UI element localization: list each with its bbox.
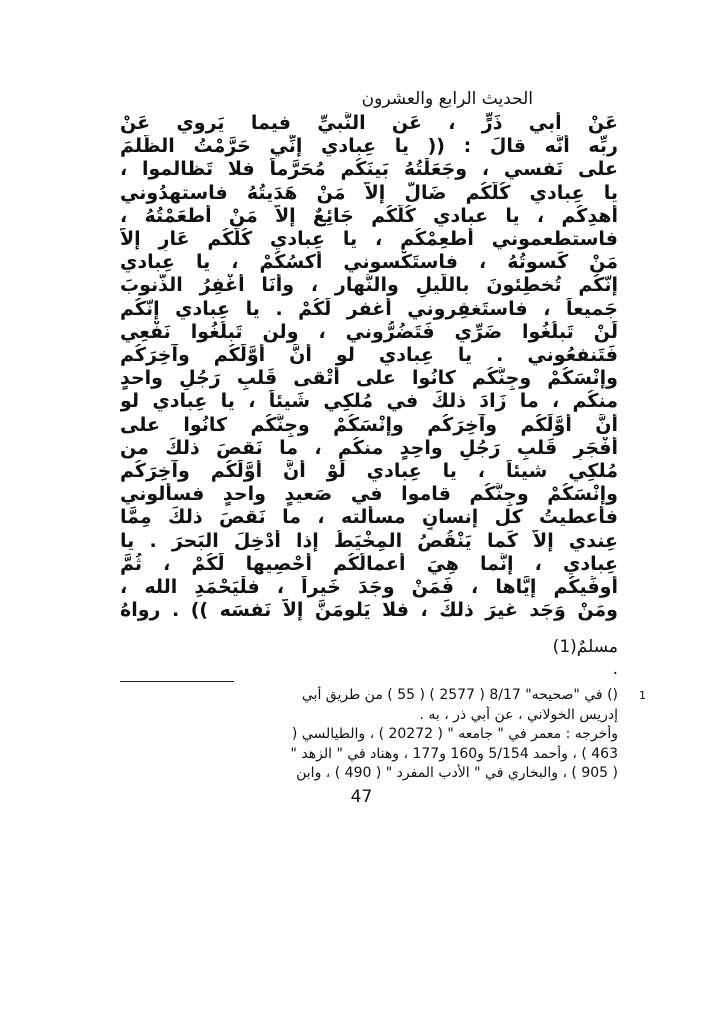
body-line: عِندي إلاَّ كَما يَنْقُصُ المِخْيَطُ إذا أُدْخِلَ البَحرَ . يا <box>120 529 618 552</box>
body-line: أوفِّيكُم إيَّاها ، فَمَنْ وجَدَ خَيراً ، فلْيَحْمَدِ الله ، <box>120 576 618 599</box>
body-line: فَتَنفعُوني . يا عِبادي لو أنَّ أوَّلَكُم وآخِرَكُم <box>120 344 618 367</box>
narration-source <box>120 636 618 680</box>
body-line: أنَّ أوَّلَكُم وآخِرَكُم وإنْسَكُمْ وجِنَّكُم كانُوا على <box>120 413 618 436</box>
body-line: وإنْسَكُمْ وجِنَّكُم قاموا في صَعيدٍ واحدٍ فسألوني <box>120 483 618 506</box>
hadith-body <box>120 112 618 622</box>
footnote-line: () في "صحيحه" 8/17 ( 2577 ) ( 55 ) من طريق أبي <box>301 687 618 703</box>
body-line: فاستطعموني أُطعِمْكُم ، يا عِبادي كُلُّكُم عَارٍ إلاَّ <box>120 228 618 251</box>
body-line: على نَفسي ، وجَعَلْتُهُ بَينَكُم مُحَرَّماً فلا تَظالموا ، <box>120 158 618 181</box>
body-line: يا عِبادي كُلُّكُم ضَالٌّ إلاَّ مَنْ هَدَيتُهُ فاستهدُوني <box>120 181 618 204</box>
footnote-line: إدريس الخولاني ، عن أبي ذر ، به . <box>419 706 618 723</box>
footnote-number: 1 <box>639 689 646 702</box>
body-line: أهدِكُم ، يا عبادي كُلُّكُم جَائِعٌ إلاَّ مَنْ أطعَمْتُهُ ، <box>120 204 618 227</box>
body-line: عَنْ أبي ذَرٍّ ، عَن النَّبيِّ فيما يَروي عَنْ <box>120 112 618 134</box>
source-line: . <box>612 659 618 679</box>
body-line: لَنْ تَبلُغُوا ضَرِّي فَتَضُرُّوني ، ولن تَبلُغُوا نَفْعِي <box>120 320 618 343</box>
body-line: منكُم ، ما زَادَ ذلكَ في مُلكِي شَيئاً ، يا عِبادي لو <box>120 390 618 413</box>
footnote-block <box>120 686 646 784</box>
footnote-line: 463 ) ، وأحمد 5/154 و160 و177 ، وهناد في " الزهد " <box>290 745 618 762</box>
body-line: مُلكِي شيئاً ، يا عِبادي لَوْ أنَّ أوَّلَكُم وآخِرَكُم <box>120 460 618 483</box>
body-line: مَنْ كَسوتُهُ ، فاستَكْسوني أكسُكُمْ ، يا عِبادي <box>120 251 618 274</box>
body-line: ومَنْ وَجَد غيرَ ذلكَ ، فلا يَلومَنَّ إلاَّ نَفسَه )) . رواهُ <box>120 599 618 622</box>
footnote-line: وأخرجه : معمر في " جامعه " ( 20272 ) ، والطيالسي ( <box>291 726 618 742</box>
body-line: جَميعاً ، فاستَغفِروني أغفر لَكُمْ . يا عِبادي إنّكُم <box>120 297 618 320</box>
body-line: وإنْسَكُمْ وجِنَّكُم كانُوا على أتْقى قَلبِ رَجُلٍ واحدٍ <box>120 367 618 390</box>
footnote-line: ( 905 ) ، والبخاري في " الأدب المفرد " ( 490 ) ، وابن <box>296 765 618 781</box>
hadith-heading: الحديث الرابع والعشرون <box>361 89 533 109</box>
body-line: أفْجَرِ قَلبِ رَجُلٍ واحِدٍ منكُم ، ما نَقصَ ذلكَ من <box>120 436 618 459</box>
source-line: مسلمٌ(1) <box>552 637 618 657</box>
footnote-separator <box>120 681 234 682</box>
page-number: 47 <box>350 787 373 807</box>
body-line: إنّكُم تُخطِئونَ باللَّيلِ والنَّهار ، وأنَا أَغْفِرُ الذُّنوبَ <box>120 274 618 297</box>
body-line: ربِّه أنَّه قالَ : (( يا عِبادي إنِّي حَرَّمْتُ الظُّلمَ <box>120 135 618 158</box>
body-line: فأعطيتُ كل إنسانٍ مسألته ، ما نَقصَ ذلكَ مِمَّا <box>120 506 618 529</box>
body-line: عِبادي ، إنَّما هِيَ أعمالُكُم أُحْصِيها لَكُمْ ، ثُمَّ <box>120 552 618 575</box>
